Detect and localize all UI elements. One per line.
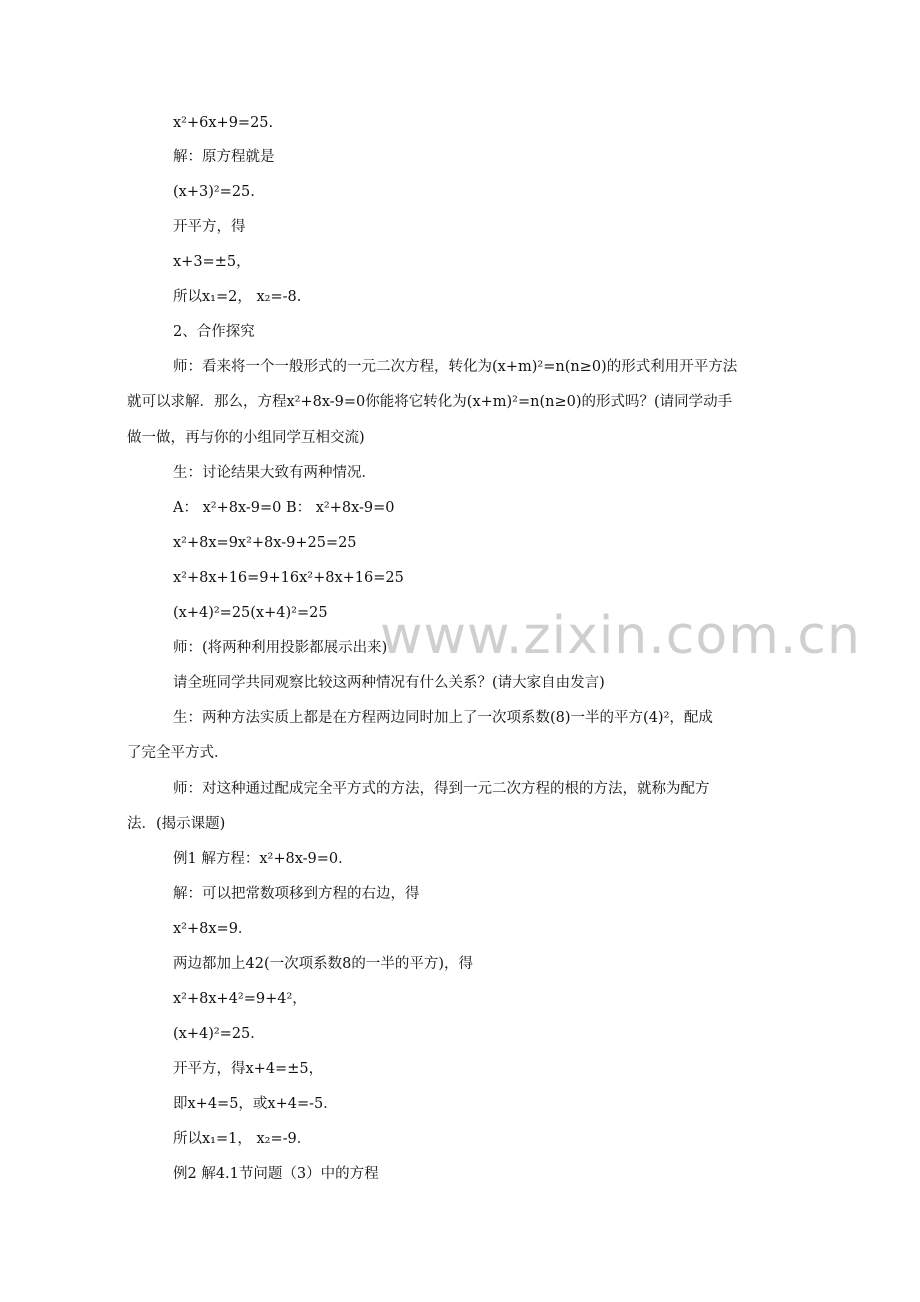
text-line: x+3=±5， bbox=[173, 254, 251, 270]
text-line: 师：(将两种利用投影都展示出来) bbox=[173, 640, 388, 656]
section-heading: 2、合作探究 bbox=[173, 324, 255, 340]
text-line: x²+8x+16=9+16x²+8x+16=25 bbox=[173, 570, 404, 586]
text-line: 例1 解方程：x²+8x-9=0． bbox=[173, 851, 353, 867]
text-line: 解：可以把常数项移到方程的右边，得 bbox=[173, 886, 420, 902]
text-line: 请全班同学共同观察比较这两种情况有什么关系？(请大家自由发言) bbox=[173, 675, 605, 691]
text-line: 生：讨论结果大致有两种情况． bbox=[173, 465, 376, 481]
text-line: x²+6x+9=25. bbox=[173, 115, 274, 131]
text-line: 所以x₁=2， x₂=-8. bbox=[173, 289, 302, 305]
text-line: A： x²+8x-9=0 B： x²+8x-9=0 bbox=[173, 500, 395, 516]
text-line: 法．(揭示课题) bbox=[127, 816, 226, 832]
text-line: 了完全平方式． bbox=[127, 745, 229, 761]
text-line: 师：看来将一个一般形式的一元二次方程，转化为(x+m)²=n(n≥0)的形式利用开平方法 bbox=[173, 359, 738, 375]
text-line: 解：原方程就是 bbox=[173, 149, 275, 165]
text-line: (x+3)²=25. bbox=[173, 184, 255, 200]
text-line: 师：对这种通过配成完全平方式的方法，得到一元二次方程的根的方法，就称为配方 bbox=[173, 781, 710, 797]
text-line: 即x+4=5，或x+4=-5． bbox=[173, 1096, 338, 1112]
text-line: 做一做，再与你的小组同学互相交流) bbox=[127, 430, 365, 446]
text-line: (x+4)²=25． bbox=[173, 1026, 265, 1042]
text-line: x²+8x=9x²+8x-9+25=25 bbox=[173, 535, 357, 551]
text-line: x²+8x=9． bbox=[173, 921, 253, 937]
watermark: www.zixin.com.cn bbox=[380, 606, 861, 666]
text-line: 例2 解4.1节问题（3）中的方程 bbox=[173, 1166, 379, 1182]
text-line: 开平方，得 bbox=[173, 219, 246, 235]
text-line: x²+8x+4²=9+4²， bbox=[173, 991, 307, 1007]
text-line: 开平方，得x+4=±5， bbox=[173, 1061, 324, 1077]
text-line: (x+4)²=25(x+4)²=25 bbox=[173, 605, 328, 621]
text-line: 就可以求解．那么，方程x²+8x-9=0你能将它转化为(x+m)²=n(n≥0)的形式吗？(请同学动手 bbox=[127, 394, 733, 410]
text-line: 生：两种方法实质上都是在方程两边同时加上了一次项系数(8)一半的平方(4)²，配成 bbox=[173, 710, 713, 726]
text-line: 两边都加上42(一次项系数8的一半的平方)，得 bbox=[173, 956, 473, 972]
text-line: 所以x₁=1， x₂=-9． bbox=[173, 1131, 312, 1147]
